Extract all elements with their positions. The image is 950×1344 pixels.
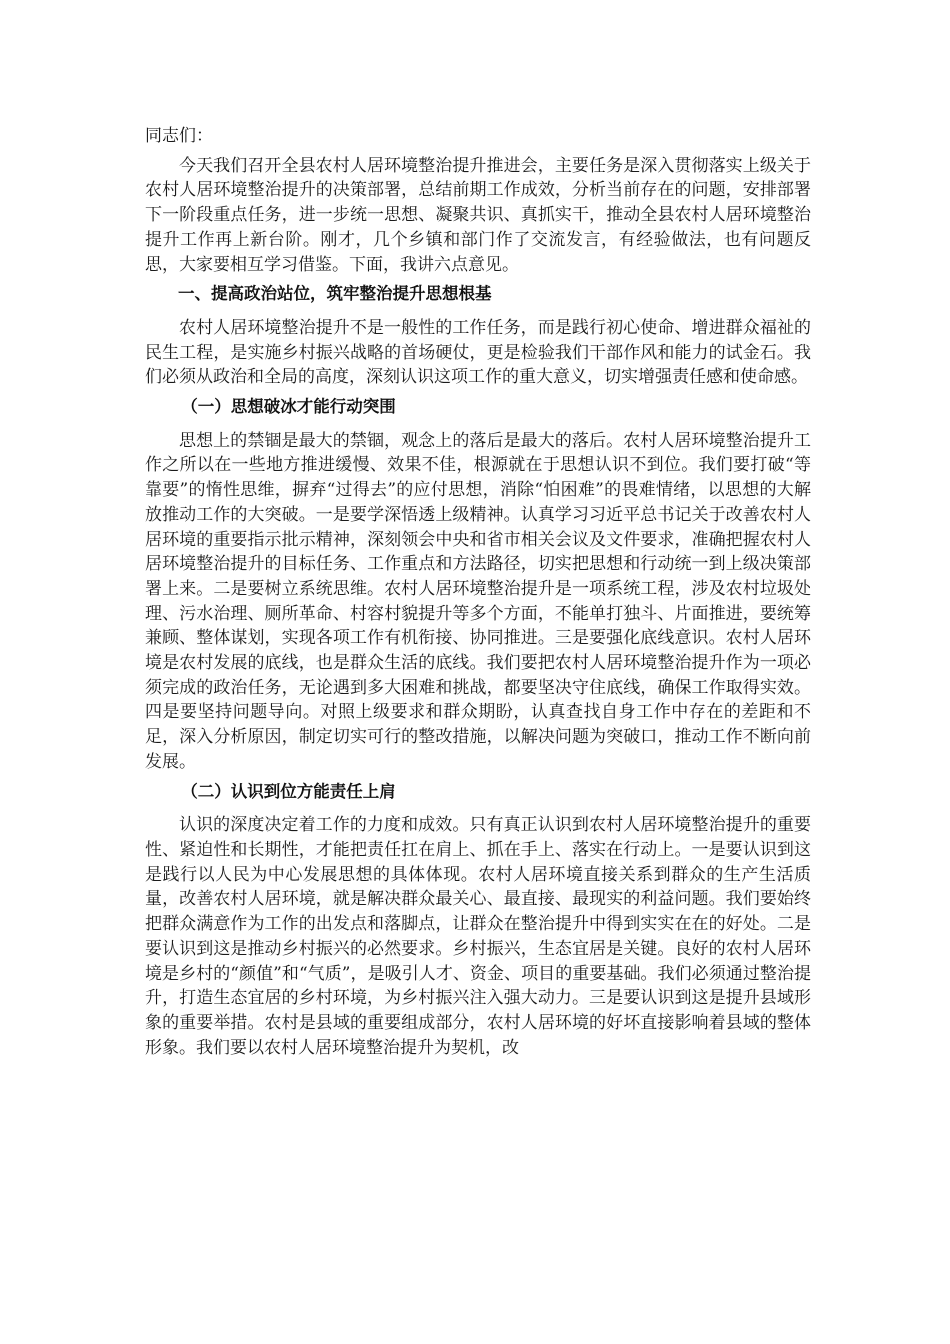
salutation: 同志们： [145, 126, 213, 146]
subsection-heading-1: （一）思想破冰才能行动突围 [181, 397, 396, 417]
subsection-heading-2: （二）认识到位方能责任上肩 [181, 781, 396, 801]
subsection-1-paragraph: 思想上的禁锢是最大的禁锢，观念上的落后是最大的落后。农村人居环境整治提升工作之所以在一些地方推进缓慢、效果不佳，根源就在于思想认识不到位。我们要打破“等靠要”的惰性思维，摒弃“过得去”的应付思想，消除“怕困难”的畏难情绪，以思想的大解放推动工作的大突破。一是要学深悟透上级精神。认真学习习近平总书记关于改善农村人居环境的重要指示批示精神，深刻领会中央和省市相关会议及文件要求，准确把握农村人居环境整治提升的目标任务、工作重点和方法路径，切实把思想和行动统一到上级决策部署上来。二是要树立系统思维。农村人居环境整治提升是一项系统工程，涉及农村垃圾处理、污水治理、厕所革命、村容村貌提升等多个方面，不能单打独斗、片面推进，要统筹兼顾、整体谋划，实现各项工作有机衔接、协同推进。三是要强化底线意识。农村人居环境是农村发展的底线，也是群众生活的底线。我们要把农村人居环境整治提升作为一项必须完成的政治任务，无论遇到多大困难和挑战，都要坚决守住底线，确保工作取得实效。四是要坚持问题导向。对照上级要求和群众期盼，认真查找自身工作中存在的差距和不足，深入分析原因，制定切实可行的整改措施，以解决问题为突破口，推动工作不断向前发展。 [145, 430, 811, 772]
section-heading-1: 一、提高政治站位，筑牢整治提升思想根基 [178, 284, 492, 304]
document-body [145, 124, 811, 1065]
intro-paragraph: 今天我们召开全县农村人居环境整治提升推进会，主要任务是深入贯彻落实上级关于农村人居环境整治提升的决策部署，总结前期工作成效，分析当前存在的问题，安排部署下一阶段重点任务，进一步统一思想、凝聚共识、真抓实干，推动全县农村人居环境整治提升工作再上新台阶。刚才，几个乡镇和部门作了交流发言，有经验做法，也有问题反思，大家要相互学习借鉴。下面，我讲六点意见。 [145, 155, 811, 275]
subsection-2-paragraph: 认识的深度决定着工作的力度和成效。只有真正认识到农村人居环境整治提升的重要性、紧迫性和长期性，才能把责任扛在肩上、抓在手上、落实在行动上。一是要认识到这是践行以人民为中心发展思想的具体体现。农村人居环境直接关系到群众的生产生活质量，改善农村人居环境，就是解决群众最关心、最直接、最现实的利益问题。我们要始终把群众满意作为工作的出发点和落脚点，让群众在整治提升中得到实实在在的好处。二是要认识到这是推动乡村振兴的必然要求。乡村振兴，生态宜居是关键。良好的农村人居环境是乡村的“颜值”和“气质”，是吸引人才、资金、项目的重要基础。我们必须通过整治提升，打造生态宜居的乡村环境，为乡村振兴注入强大动力。三是要认识到这是提升县域形象的重要举措。农村是县域的重要组成部分，农村人居环境的好坏直接影响着县域的整体形象。我们要以农村人居环境整治提升为契机，改 [145, 815, 811, 1058]
section-1-paragraph: 农村人居环境整治提升不是一般性的工作任务，而是践行初心使命、增进群众福祉的民生工程，是实施乡村振兴战略的首场硬仗，更是检验我们干部作风和能力的试金石。我们必须从政治和全局的高度，深刻认识这项工作的重大意义，切实增强责任感和使命感。 [145, 317, 811, 388]
